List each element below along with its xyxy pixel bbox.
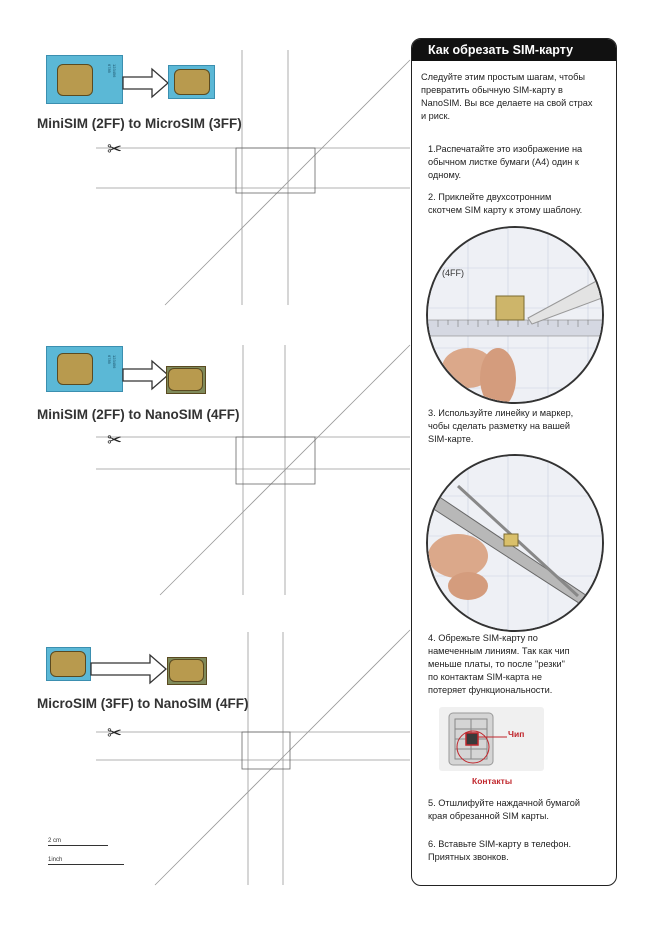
text-line: чобы сделать разметку на вашей — [428, 421, 571, 431]
scale-bar — [48, 845, 108, 846]
sim-chip-diagram — [439, 707, 544, 771]
step-4 — [428, 632, 570, 697]
text-line: намеченным линиям. Так как чип — [428, 646, 570, 656]
sim-print: 6789 — [107, 64, 112, 73]
sim-chip — [169, 659, 204, 682]
text-line: скотчем SIM карту к этому шаблону. — [428, 205, 583, 215]
microsim-card — [46, 647, 91, 681]
intro-text — [421, 71, 592, 123]
cut-template-rect — [236, 148, 315, 193]
nanosim-card — [167, 657, 207, 685]
scissors-icon: ✂ — [107, 139, 123, 160]
panel-title: Как обрезать SIM-карту — [428, 43, 574, 57]
photo-illustration — [428, 228, 602, 402]
text-line: 5. Отшлифуйте наждачной бумагой — [428, 798, 581, 808]
text-line: превратить обычную SIM-карту в — [421, 85, 563, 95]
sim-chip — [57, 64, 93, 96]
arrow-right-icon — [122, 67, 170, 99]
minisim-card — [46, 346, 123, 392]
sim-chip — [168, 368, 203, 391]
photo-label-4ff: (4FF) — [442, 268, 464, 278]
sim-chip — [57, 353, 93, 385]
photo-marking-sim — [426, 226, 604, 404]
text-line: 1.Распечатайте это изображение на — [428, 144, 583, 154]
section-title: MicroSIM (3FF) to NanoSIM (4FF) — [37, 696, 249, 711]
text-line: 3. Используйте линейку и маркер, — [428, 408, 574, 418]
scale-bar — [48, 864, 124, 865]
nanosim-card — [166, 366, 206, 394]
text-line: Приятных звонков. — [428, 852, 509, 862]
text-line: края обрезанной SIM карты. — [428, 811, 549, 821]
text-line: NanoSIM. Вы все делаете на свой страх — [421, 98, 593, 108]
contacts-label: Контакты — [472, 776, 513, 786]
text-line: SIM-карте. — [428, 434, 474, 444]
instructions-panel — [411, 38, 617, 886]
sim-print: 6789 — [107, 355, 112, 364]
section-title: MiniSIM (2FF) to MicroSIM (3FF) — [37, 116, 242, 131]
step-6 — [428, 838, 571, 864]
microsim-card — [168, 65, 215, 99]
text-line: Следуйте этим простым шагам, чтобы — [421, 72, 585, 82]
text-line: одному. — [428, 170, 462, 180]
scale-1inch — [48, 857, 124, 865]
photo-cutting-sim — [426, 454, 604, 632]
step-5 — [428, 797, 580, 823]
section-title: MiniSIM (2FF) to NanoSIM (4FF) — [37, 407, 240, 422]
text-line: 4. Обрежьте SIM-карту по — [428, 633, 538, 643]
scale-2cm — [48, 838, 108, 846]
step-3 — [428, 407, 573, 446]
sim-print: 123456 — [112, 64, 117, 78]
arrow-right-icon — [122, 359, 170, 391]
arrow-right-icon — [90, 653, 168, 685]
text-line: обычном листке бумаги (А4) один к — [428, 157, 579, 167]
panel-header — [412, 39, 616, 61]
text-line: 2. Приклейте двухсотронним — [428, 192, 552, 202]
scale-label: 2 cm — [48, 838, 62, 844]
scissors-icon: ✂ — [107, 430, 123, 451]
text-line: потеряет функциональности. — [428, 685, 553, 695]
scissors-icon: ✂ — [107, 723, 123, 744]
text-line: и риск. — [421, 111, 451, 121]
scale-label: 1inch — [48, 857, 63, 863]
text-line: по контактам SIM-карта не — [428, 672, 542, 682]
text-line: 6. Вставьте SIM-карту в телефон. — [428, 839, 572, 849]
minisim-card — [46, 55, 123, 104]
sim-chip — [50, 651, 86, 677]
step-1 — [428, 143, 582, 182]
chip-label: Чип — [508, 729, 525, 739]
sim-print: 123456 — [112, 355, 117, 369]
step-2 — [428, 191, 582, 217]
text-line: меньше платы, то после "резки" — [428, 659, 565, 669]
cut-template-rect — [236, 437, 315, 484]
sim-chip — [174, 69, 210, 95]
chip-diagram-illustration — [439, 707, 544, 771]
photo-illustration — [428, 456, 602, 630]
